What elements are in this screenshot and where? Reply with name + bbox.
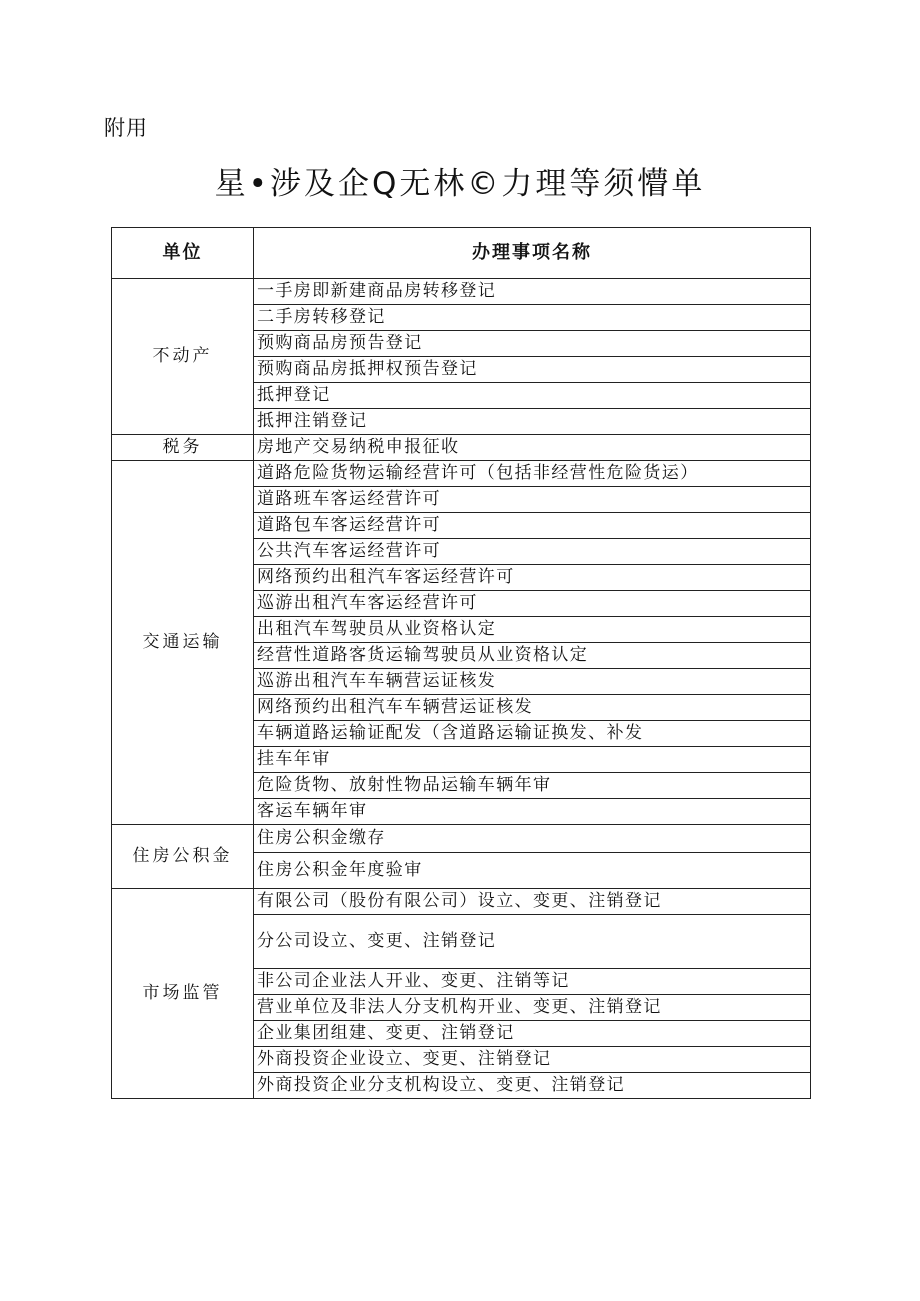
item-cell: 外商投资企业设立、变更、注销登记 xyxy=(254,1047,811,1073)
item-cell: 营业单位及非法人分支机构开业、变更、注销登记 xyxy=(254,995,811,1021)
item-cell: 危险货物、放射性物品运输车辆年审 xyxy=(254,773,811,799)
item-cell: 外商投资企业分支机构设立、变更、注销登记 xyxy=(254,1073,811,1099)
item-cell: 住房公积金缴存 xyxy=(254,825,811,853)
header-item: 办理事项名称 xyxy=(254,228,811,279)
item-cell: 抵押登记 xyxy=(254,383,811,409)
item-cell: 巡游出租汽车车辆营运证核发 xyxy=(254,669,811,695)
item-cell: 公共汽车客运经营许可 xyxy=(254,539,811,565)
unit-cell: 市场监管 xyxy=(112,889,254,1099)
header-unit: 单位 xyxy=(112,228,254,279)
unit-cell: 税务 xyxy=(112,435,254,461)
unit-cell: 不动产 xyxy=(112,279,254,435)
item-cell: 巡游出租汽车客运经营许可 xyxy=(254,591,811,617)
item-cell: 网络预约出租汽车客运经营许可 xyxy=(254,565,811,591)
item-cell: 分公司设立、变更、注销登记 xyxy=(254,915,811,969)
item-cell: 道路危险货物运输经营许可（包括非经营性危险货运） xyxy=(254,461,811,487)
item-cell: 网络预约出租汽车车辆营运证核发 xyxy=(254,695,811,721)
item-cell: 非公司企业法人开业、变更、注销等记 xyxy=(254,969,811,995)
unit-cell: 住房公积金 xyxy=(112,825,254,889)
item-cell: 有限公司（股份有限公司）设立、变更、注销登记 xyxy=(254,889,811,915)
page-title: 星•涉及企Q无林©力理等须懵单 xyxy=(214,166,706,202)
item-cell: 房地产交易纳税申报征收 xyxy=(254,435,811,461)
item-cell: 客运车辆年审 xyxy=(254,799,811,825)
item-cell: 抵押注销登记 xyxy=(254,409,811,435)
item-cell: 出租汽车驾驶员从业资格认定 xyxy=(254,617,811,643)
matters-table xyxy=(111,227,811,1099)
item-cell: 二手房转移登记 xyxy=(254,305,811,331)
item-cell: 企业集团组建、变更、注销登记 xyxy=(254,1021,811,1047)
item-cell: 预购商品房预告登记 xyxy=(254,331,811,357)
item-cell: 车辆道路运输证配发（含道路运输证换发、补发 xyxy=(254,721,811,747)
item-cell: 住房公积金年度验审 xyxy=(254,853,811,889)
item-cell: 道路包车客运经营许可 xyxy=(254,513,811,539)
item-cell: 一手房即新建商品房转移登记 xyxy=(254,279,811,305)
item-cell: 挂车年审 xyxy=(254,747,811,773)
item-cell: 预购商品房抵押权预告登记 xyxy=(254,357,811,383)
item-cell: 经营性道路客货运输驾驶员从业资格认定 xyxy=(254,643,811,669)
item-cell: 道路班车客运经营许可 xyxy=(254,487,811,513)
unit-cell: 交通运输 xyxy=(112,461,254,825)
attachment-label: 附用 xyxy=(104,116,148,140)
